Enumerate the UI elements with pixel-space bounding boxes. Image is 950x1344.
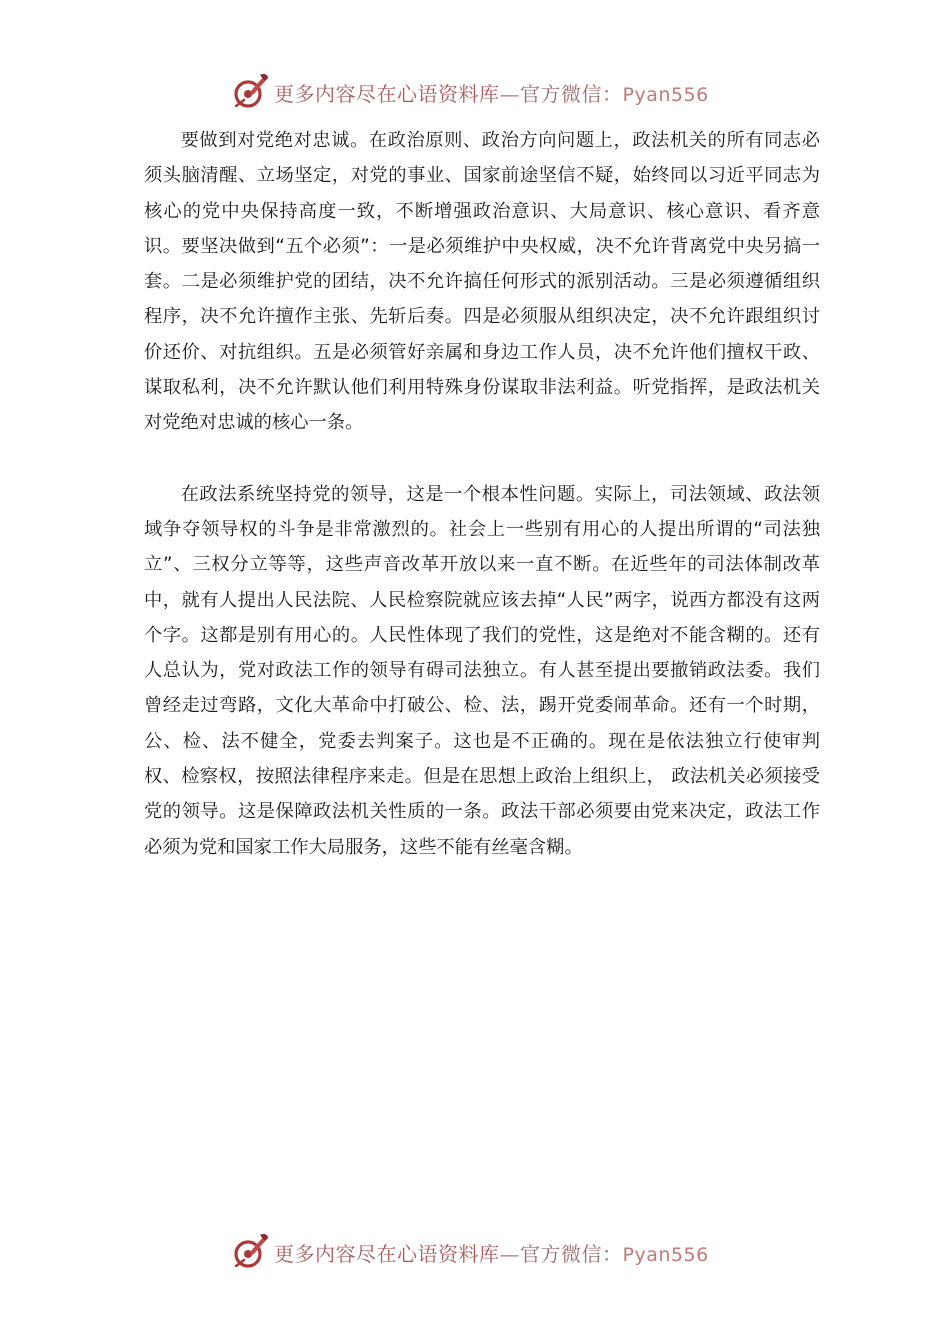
- watermark-wechat-id: Pyan556: [622, 83, 709, 106]
- quill-pen-logo-icon: [230, 72, 270, 112]
- watermark-dash: —: [499, 81, 520, 106]
- watermark-slogan: 更多内容尽在心语资料库: [274, 81, 500, 106]
- watermark-slogan: 更多内容尽在心语资料库: [274, 1241, 500, 1266]
- watermark-text: [274, 78, 709, 107]
- watermark-wechat-label: 官方微信：: [520, 1241, 623, 1266]
- document-body: [144, 123, 820, 865]
- quill-pen-logo-icon: [230, 1232, 270, 1272]
- paragraph-1: 要做到对党绝对忠诚。在政治原则、政治方向问题上，政法机关的所有同志必须头脑清醒、立场坚定，对党的事业、国家前途坚信不疑，始终同以习近平同志为核心的党中央保持高度一致，不断增强政治意识、大局意识、核心意识、看齐意识。要坚决做到“五个必须”：一是必须维护中央权威，决不允许背离党中央另搞一套。二是必须维护党的团结，决不允许搞任何形式的派别活动。三是必须遵循组织程序，决不允许擅作主张、先斩后奏。四是必须服从组织决定，决不允许跟组织讨价还价、对抗组织。五是必须管好亲属和身边工作人员，决不允许他们擅权干政、谋取私利，决不允许默认他们利用特殊身份谋取非法利益。听党指挥，是政法机关对党绝对忠诚的核心一条。: [144, 130, 820, 434]
- watermark-wechat-label: 官方微信：: [520, 81, 623, 106]
- watermark-dash: —: [499, 1241, 520, 1266]
- paragraph-2: 在政法系统坚持党的领导，这是一个根本性问题。实际上，司法领域、政法领域争夺领导权的斗争是非常激烈的。社会上一些别有用心的人提出所谓的“司法独立”、三权分立等等，这些声音改革开放以来一直不断。在近些年的司法体制改革中，就有人提出人民法院、人民检察院就应该去掉“人民”两字，说西方都没有这两个字。这都是别有用心的。人民性体现了我们的党性，这是绝对不能含糊的。还有人总认为，党对政法工作的领导有碍司法独立。有人甚至提出要撤销政法委。我们曾经走过弯路，文化大革命中打破公、检、法，踢开党委闹革命。还有一个时期，公、检、法不健全，党委去判案子。这也是不正确的。现在是依法独立行使审判权、检察权，按照法律程序来走。但是在思想上政治上组织上， 政法机关必须接受党的领导。这是保障政法机关性质的一条。政法干部必须要由党来决定，政法工作必须为党和国家工作大局服务，这些不能有丝毫含糊。: [144, 483, 820, 858]
- footer-watermark: [230, 1230, 730, 1274]
- header-watermark: [230, 70, 730, 114]
- watermark-wechat-id: Pyan556: [622, 1243, 709, 1266]
- watermark-text: [274, 1238, 709, 1267]
